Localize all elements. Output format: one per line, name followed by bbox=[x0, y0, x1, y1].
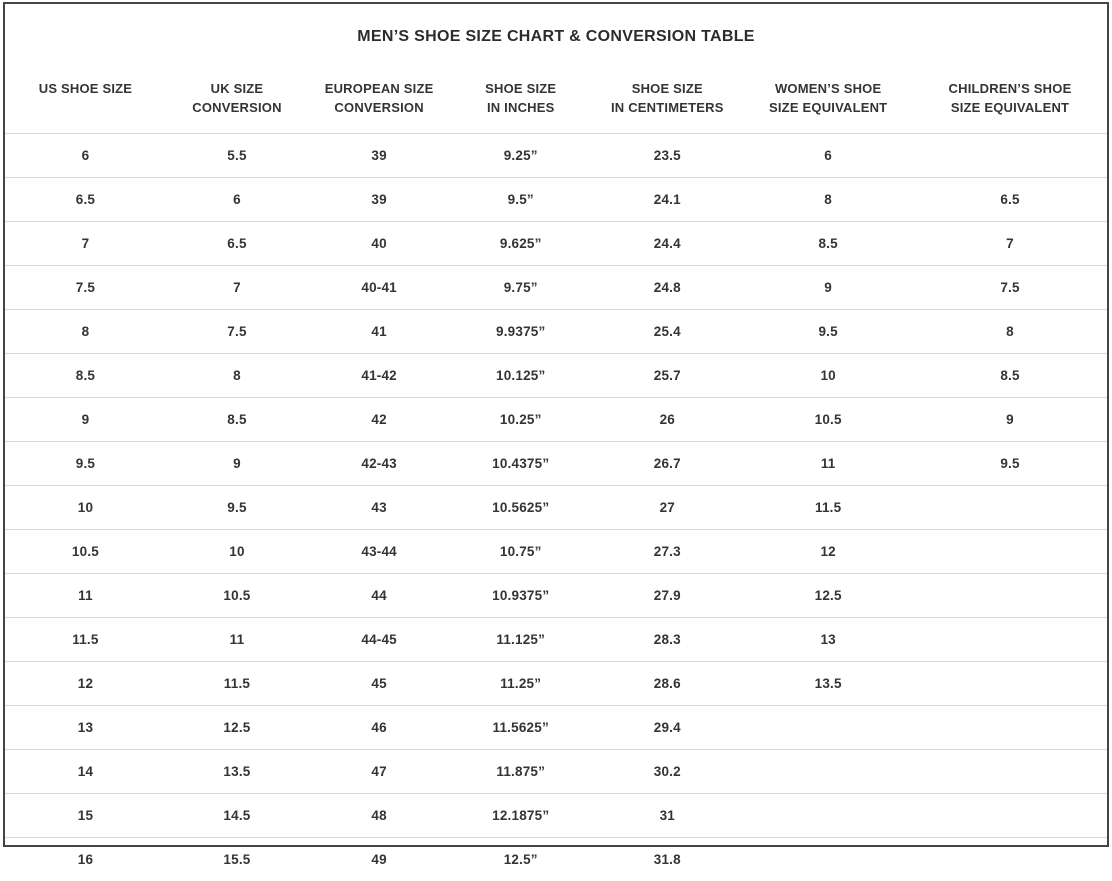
column-header-womens-equivalent bbox=[743, 46, 913, 134]
table-cell: 8.5 bbox=[5, 354, 166, 398]
table-row bbox=[5, 706, 1107, 750]
table-cell bbox=[913, 794, 1107, 838]
table-cell: 5.5 bbox=[166, 134, 308, 178]
table-row bbox=[5, 178, 1107, 222]
table-cell: 12.5 bbox=[166, 706, 308, 750]
column-header-uk-size bbox=[166, 46, 308, 134]
column-header-line: UK SIZE bbox=[170, 79, 304, 98]
table-cell bbox=[913, 838, 1107, 881]
table-row bbox=[5, 222, 1107, 266]
table-cell: 25.7 bbox=[591, 354, 743, 398]
column-header-line: SIZE EQUIVALENT bbox=[747, 98, 909, 117]
table-row bbox=[5, 574, 1107, 618]
table-cell: 10.75” bbox=[450, 530, 591, 574]
conversion-table bbox=[5, 46, 1107, 881]
table-cell: 8.5 bbox=[913, 354, 1107, 398]
table-cell bbox=[913, 530, 1107, 574]
column-header-line: IN INCHES bbox=[454, 98, 587, 117]
table-cell: 11.5 bbox=[743, 486, 913, 530]
table-cell: 31.8 bbox=[591, 838, 743, 881]
table-cell: 12 bbox=[5, 662, 166, 706]
table-cell: 44 bbox=[308, 574, 450, 618]
table-cell: 6 bbox=[5, 134, 166, 178]
column-header-childrens-equivalent bbox=[913, 46, 1107, 134]
table-cell: 26.7 bbox=[591, 442, 743, 486]
table-cell bbox=[913, 486, 1107, 530]
table-cell: 43 bbox=[308, 486, 450, 530]
table-cell: 8 bbox=[5, 310, 166, 354]
table-cell: 9.625” bbox=[450, 222, 591, 266]
table-cell: 9.5 bbox=[166, 486, 308, 530]
table-cell: 45 bbox=[308, 662, 450, 706]
table-cell: 40 bbox=[308, 222, 450, 266]
table-cell: 6 bbox=[743, 134, 913, 178]
table-cell: 49 bbox=[308, 838, 450, 881]
table-cell: 9 bbox=[5, 398, 166, 442]
table-cell bbox=[743, 838, 913, 881]
table-cell: 29.4 bbox=[591, 706, 743, 750]
table-row bbox=[5, 486, 1107, 530]
column-header-us-shoe-size bbox=[5, 46, 166, 134]
table-cell: 10.5 bbox=[166, 574, 308, 618]
table-cell: 10 bbox=[743, 354, 913, 398]
table-cell: 39 bbox=[308, 178, 450, 222]
table-cell: 11.5625” bbox=[450, 706, 591, 750]
column-header-centimeters bbox=[591, 46, 743, 134]
table-cell: 11 bbox=[166, 618, 308, 662]
column-header-line: SIZE EQUIVALENT bbox=[917, 98, 1103, 117]
table-cell: 10.4375” bbox=[450, 442, 591, 486]
table-row bbox=[5, 750, 1107, 794]
column-header-line: SHOE SIZE bbox=[595, 79, 739, 98]
table-header bbox=[5, 46, 1107, 134]
table-cell: 11.125” bbox=[450, 618, 591, 662]
table-cell: 9 bbox=[743, 266, 913, 310]
column-header-european-size bbox=[308, 46, 450, 134]
table-cell bbox=[913, 662, 1107, 706]
column-header-line: WOMEN’S SHOE bbox=[747, 79, 909, 98]
table-cell: 13 bbox=[5, 706, 166, 750]
table-cell: 11 bbox=[743, 442, 913, 486]
table-cell: 40-41 bbox=[308, 266, 450, 310]
table-cell: 13.5 bbox=[743, 662, 913, 706]
column-header-line: CONVERSION bbox=[170, 98, 304, 117]
table-cell bbox=[913, 706, 1107, 750]
table-cell: 9 bbox=[166, 442, 308, 486]
table-cell: 11.875” bbox=[450, 750, 591, 794]
column-header-inches bbox=[450, 46, 591, 134]
table-cell: 11 bbox=[5, 574, 166, 618]
table-row bbox=[5, 354, 1107, 398]
table-cell: 15 bbox=[5, 794, 166, 838]
table-cell: 10.5625” bbox=[450, 486, 591, 530]
table-cell: 7 bbox=[5, 222, 166, 266]
table-cell: 10.5 bbox=[743, 398, 913, 442]
table-cell: 11.5 bbox=[166, 662, 308, 706]
table-row bbox=[5, 838, 1107, 881]
table-cell: 16 bbox=[5, 838, 166, 881]
table-cell: 27.3 bbox=[591, 530, 743, 574]
table-cell: 46 bbox=[308, 706, 450, 750]
table-cell: 7 bbox=[913, 222, 1107, 266]
column-header-line: IN CENTIMETERS bbox=[595, 98, 739, 117]
table-cell: 12.5” bbox=[450, 838, 591, 881]
table-cell: 47 bbox=[308, 750, 450, 794]
table-cell: 27.9 bbox=[591, 574, 743, 618]
table-cell: 13 bbox=[743, 618, 913, 662]
table-cell: 8 bbox=[743, 178, 913, 222]
table-cell: 26 bbox=[591, 398, 743, 442]
table-cell: 42 bbox=[308, 398, 450, 442]
table-cell: 15.5 bbox=[166, 838, 308, 881]
shoe-size-chart bbox=[3, 2, 1109, 847]
table-cell: 9 bbox=[913, 398, 1107, 442]
table-cell bbox=[913, 574, 1107, 618]
table-cell: 30.2 bbox=[591, 750, 743, 794]
column-header-line: CONVERSION bbox=[312, 98, 446, 117]
table-cell: 10.125” bbox=[450, 354, 591, 398]
table-cell: 12.1875” bbox=[450, 794, 591, 838]
column-header-line: US SHOE SIZE bbox=[9, 79, 162, 98]
table-cell: 7 bbox=[166, 266, 308, 310]
table-cell: 9.5” bbox=[450, 178, 591, 222]
table-row bbox=[5, 266, 1107, 310]
table-cell bbox=[743, 750, 913, 794]
table-cell: 9.9375” bbox=[450, 310, 591, 354]
table-cell bbox=[743, 794, 913, 838]
table-cell: 9.5 bbox=[743, 310, 913, 354]
table-row bbox=[5, 310, 1107, 354]
table-cell: 48 bbox=[308, 794, 450, 838]
table-cell: 9.25” bbox=[450, 134, 591, 178]
header-row bbox=[5, 46, 1107, 134]
table-cell: 27 bbox=[591, 486, 743, 530]
column-header-line: SHOE SIZE bbox=[454, 79, 587, 98]
table-cell bbox=[913, 618, 1107, 662]
table-cell: 12.5 bbox=[743, 574, 913, 618]
table-cell bbox=[913, 134, 1107, 178]
table-cell: 41 bbox=[308, 310, 450, 354]
table-cell: 24.8 bbox=[591, 266, 743, 310]
column-header-line: CHILDREN’S SHOE bbox=[917, 79, 1103, 98]
table-row bbox=[5, 134, 1107, 178]
table-cell: 8.5 bbox=[743, 222, 913, 266]
table-row bbox=[5, 662, 1107, 706]
table-cell: 42-43 bbox=[308, 442, 450, 486]
table-cell: 10 bbox=[166, 530, 308, 574]
table-cell: 25.4 bbox=[591, 310, 743, 354]
table-cell: 43-44 bbox=[308, 530, 450, 574]
table-cell: 6 bbox=[166, 178, 308, 222]
table-cell: 14 bbox=[5, 750, 166, 794]
table-cell: 8 bbox=[913, 310, 1107, 354]
table-row bbox=[5, 398, 1107, 442]
table-cell: 7.5 bbox=[5, 266, 166, 310]
table-body bbox=[5, 134, 1107, 881]
table-cell: 24.1 bbox=[591, 178, 743, 222]
column-header-line: EUROPEAN SIZE bbox=[312, 79, 446, 98]
table-cell: 23.5 bbox=[591, 134, 743, 178]
table-cell: 8 bbox=[166, 354, 308, 398]
table-cell: 6.5 bbox=[5, 178, 166, 222]
table-cell: 10.5 bbox=[5, 530, 166, 574]
table-cell: 24.4 bbox=[591, 222, 743, 266]
table-cell: 39 bbox=[308, 134, 450, 178]
table-cell: 10 bbox=[5, 486, 166, 530]
table-row bbox=[5, 794, 1107, 838]
table-cell: 28.6 bbox=[591, 662, 743, 706]
table-cell: 13.5 bbox=[166, 750, 308, 794]
table-cell: 7.5 bbox=[913, 266, 1107, 310]
table-cell: 9.75” bbox=[450, 266, 591, 310]
table-cell: 9.5 bbox=[5, 442, 166, 486]
table-cell bbox=[743, 706, 913, 750]
chart-title: MEN’S SHOE SIZE CHART & CONVERSION TABLE bbox=[5, 4, 1107, 46]
table-row bbox=[5, 442, 1107, 486]
table-cell: 44-45 bbox=[308, 618, 450, 662]
table-row bbox=[5, 530, 1107, 574]
table-cell: 31 bbox=[591, 794, 743, 838]
table-cell: 10.25” bbox=[450, 398, 591, 442]
table-cell: 12 bbox=[743, 530, 913, 574]
table-cell: 7.5 bbox=[166, 310, 308, 354]
table-cell: 28.3 bbox=[591, 618, 743, 662]
table-cell: 41-42 bbox=[308, 354, 450, 398]
table-cell: 8.5 bbox=[166, 398, 308, 442]
table-cell: 9.5 bbox=[913, 442, 1107, 486]
table-cell: 14.5 bbox=[166, 794, 308, 838]
table-cell: 6.5 bbox=[166, 222, 308, 266]
table-cell: 6.5 bbox=[913, 178, 1107, 222]
table-cell: 10.9375” bbox=[450, 574, 591, 618]
table-row bbox=[5, 618, 1107, 662]
table-cell bbox=[913, 750, 1107, 794]
table-cell: 11.25” bbox=[450, 662, 591, 706]
table-cell: 11.5 bbox=[5, 618, 166, 662]
